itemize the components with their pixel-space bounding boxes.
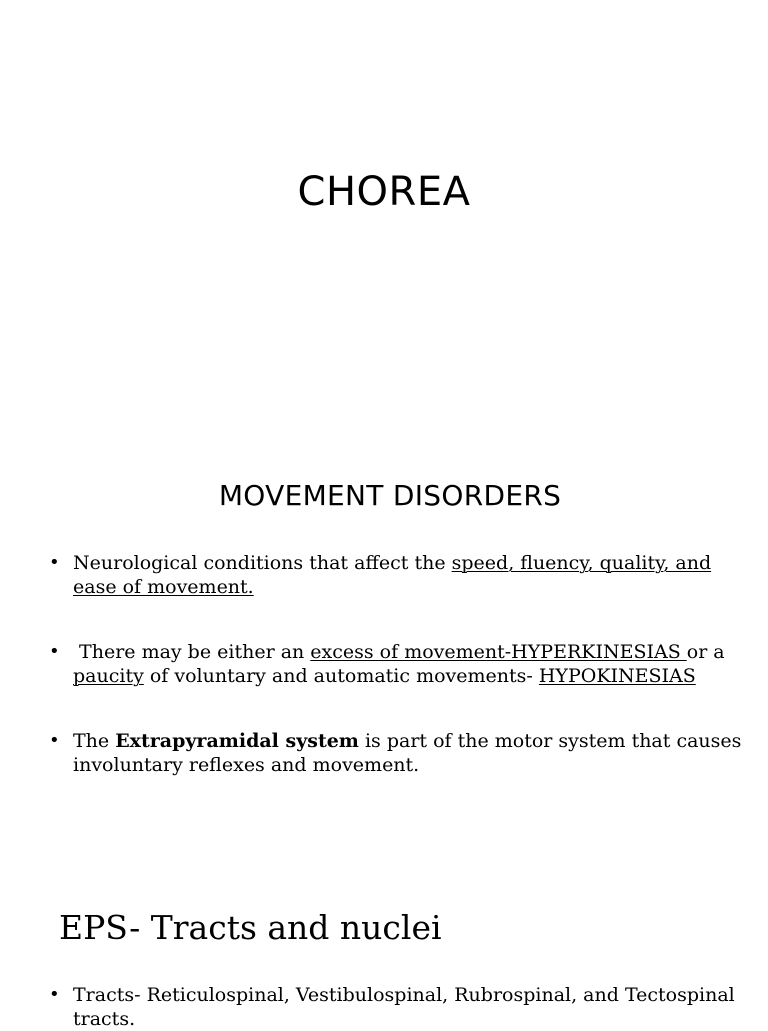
bullet-text: Neurological conditions that affect the — [73, 552, 452, 574]
bullet-text: of voluntary and automatic movements- — [143, 665, 539, 687]
bullet-underlined-text: paucity — [73, 665, 144, 687]
section-heading-eps-tracts: EPS- Tracts and nuclei — [59, 908, 442, 947]
bullet-text: is part of the motor system that causes involuntary reflexes and movement. — [73, 730, 742, 776]
bullet-dot: • — [49, 552, 60, 573]
bullet-underlined-text: HYPOKINESIAS — [538, 665, 696, 687]
page-title: CHOREA — [297, 169, 471, 215]
bullet-dot: • — [49, 730, 60, 751]
bullet-item — [49, 729, 743, 777]
bullet-bold-text: Extrapyramidal system — [115, 730, 359, 752]
bullet-text: The — [73, 730, 116, 752]
section-heading-movement-disorders: MOVEMENT DISORDERS — [218, 479, 562, 512]
bullet-item — [49, 640, 743, 688]
bullet-dot: • — [49, 984, 60, 1005]
bullet-item — [49, 551, 743, 599]
bullet-underlined-text: speed, fluency, quality, and ease of movement. — [73, 552, 712, 598]
bullet-text: Tracts- Reticulospinal, Vestibulospinal, Rubrospinal, and Tectospinal tracts. — [73, 984, 735, 1030]
bullet-underlined-text: excess of movement-HYPERKINESIAS — [310, 641, 687, 663]
bullet-dot: • — [49, 641, 60, 662]
bullet-text: or a — [686, 641, 725, 663]
bullet-text: There may be either an — [73, 641, 311, 663]
